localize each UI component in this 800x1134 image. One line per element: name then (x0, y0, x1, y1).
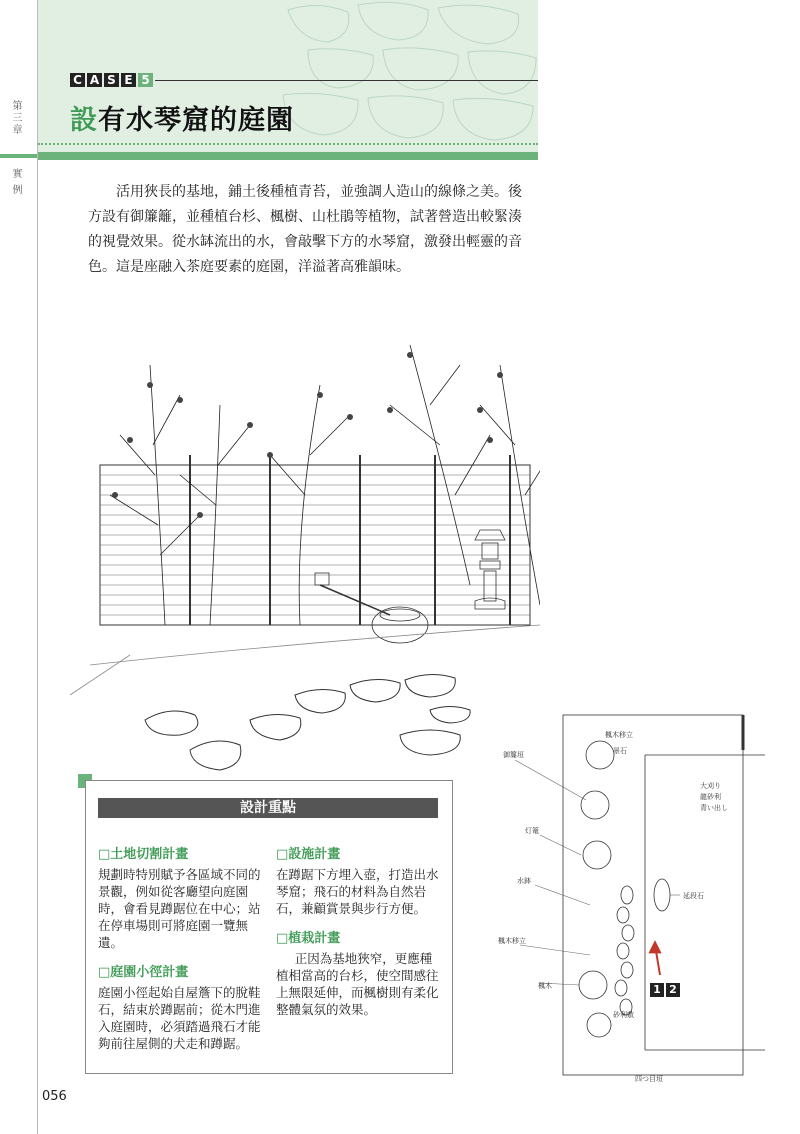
point-title: □設施計畫 (276, 847, 341, 862)
section-label: 實例 (10, 168, 21, 200)
plan-label-stepping: 延段石 (683, 892, 704, 900)
point-text: 正因為基地狹窄，更應種植相當高的台杉，使空間感往上無限延伸，而楓樹則有柔化整體氣氛的效果。 (276, 951, 439, 1017)
point-title: □植栽計畫 (276, 931, 341, 946)
page-number: 056 (42, 1089, 67, 1104)
stone-wall-pattern (278, 0, 538, 145)
point-title: □庭園小徑計畫 (98, 965, 189, 980)
header-bottom-bar (38, 152, 538, 160)
header-rule (155, 80, 538, 81)
plan-label-stone: 景石 (613, 747, 627, 755)
point-text: 規劃時特別賦予各區域不同的景觀，例如從客廳望向庭園時，會看見蹲踞位在中心；站在停車場則可將庭園一覽無遺。 (98, 867, 261, 950)
case-letter: C (70, 73, 85, 87)
design-points-box (85, 780, 453, 1074)
plan-label-tree2: 楓木移立 (498, 937, 526, 945)
case-letter: A (87, 73, 102, 87)
water-basin (315, 573, 428, 643)
margin-rule (37, 0, 38, 1134)
point-text: 庭園小徑起始自屋簷下的脫鞋石，結束於蹲踞前；從木門進入庭園時，必須踏過飛石才能夠前往屋側的犬走和蹲踞。 (98, 985, 261, 1051)
case-letter: S (104, 73, 119, 87)
plan-label-moss3: 青い出し (700, 804, 728, 812)
plan-label-fence: 御簾垣 (503, 751, 524, 759)
view-badge: 1 (650, 983, 664, 997)
title-rest: 有水琴窟的庭園 (98, 105, 294, 136)
intro-paragraph: 活用狹長的基地，鋪土後種植青苔，並強調人造山的線條之美。後方設有御簾籬，並種植台杉、楓樹、山杜鵑等植物，試著營造出較緊湊的視覺效果。從水缽流出的水，會敲擊下方的水琴窟，激發出輕靈的音色。這是座融入茶庭要素的庭園，洋溢著高雅韻味。 (88, 184, 522, 275)
intro-text (88, 180, 532, 280)
plan-label-basin: 水鉢 (517, 877, 531, 885)
points-right-column (276, 843, 440, 1028)
plan-label-moss2: 龍砂利 (700, 793, 721, 801)
point-text: 在蹲踞下方埋入壺，打造出水琴窟；飛石的材料為自然岩石，兼顧賞景與步行方便。 (276, 867, 439, 916)
plan-label-tree3: 楓木 (538, 982, 552, 990)
garden-perspective-sketch (70, 325, 540, 775)
plan-label-gravel: 砂利敷 (613, 1011, 634, 1019)
bamboo-fence (100, 455, 530, 625)
garden-plan-drawing (495, 705, 765, 1085)
plan-label-moss: 大刈り (700, 782, 721, 790)
chapter-label: 第三章 (10, 100, 21, 136)
stone-lantern (475, 530, 505, 609)
stepping-stones (145, 674, 470, 770)
view-badge: 2 (666, 983, 680, 997)
case-letter: E (121, 73, 136, 87)
page-title (70, 98, 294, 137)
chapter-tab-marker (0, 154, 37, 158)
design-points-heading: 設計重點 (98, 798, 438, 818)
header-dotted-rule (38, 143, 538, 145)
plan-label-lantern: 灯篭 (525, 827, 539, 835)
plan-label-tree1: 楓木移立 (605, 731, 633, 739)
point-title: □土地切割計畫 (98, 847, 189, 862)
foliage (112, 352, 503, 518)
title-first-char: 設 (70, 105, 98, 136)
case-number: 5 (138, 73, 153, 87)
plan-label-bottom: 四つ目垣 (635, 1075, 663, 1083)
plan-trees (579, 741, 614, 1037)
case-label (70, 73, 153, 87)
points-left-column (98, 843, 262, 1062)
